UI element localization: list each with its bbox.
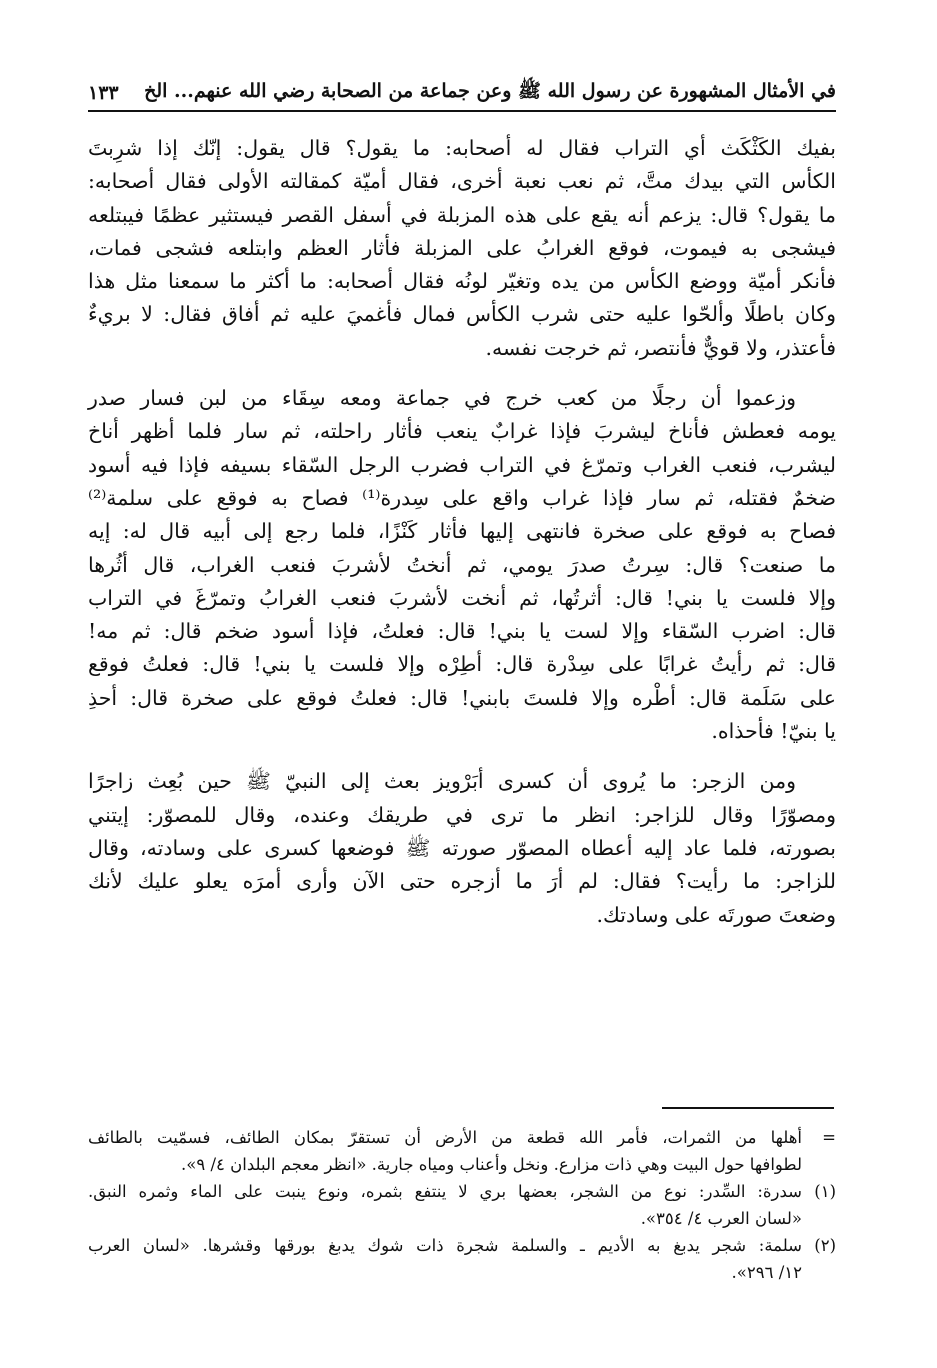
text-line: للزاجر: ما رأيت؟ فقال: لم أرَ ما أزجره حتى الآن وأرى أمرَه يعلو عليك لأنك [88, 869, 836, 894]
text-line: بفيك الكَثْكَث أي التراب فقال له أصحابه: ما يقول؟ قال يقول: إنّك إذا شرِبتَ [88, 136, 836, 160]
paragraph [88, 382, 836, 748]
footnote-divider [662, 1107, 834, 1109]
text-line: ومصوّرًا وقال للزاجر: انظر ما ترى في طريقك وعنده، وقال للمصوّر: إيتني [88, 802, 836, 827]
text-line: ليشرب، فنعب الغراب وتمرّغ في التراب فضرب الرجل السّقاء بسيفه فإذا فيه أسود [88, 452, 836, 477]
footnote-line: «لسان العرب ٤/ ٣٥٤». [640, 1209, 802, 1228]
footnotes [88, 1124, 836, 1286]
text-line: يومه فعطش فأناخ ليشربَ فإذا غرابٌ ينعب فأثار راحلته، ثم سار فلما أظهر أناخ [88, 419, 836, 444]
footnote [88, 1178, 836, 1232]
header-title: في الأمثال المشهورة عن رسول الله ﷺ وعن جماعة من الصحابة رضي الله عنهم... الخ [144, 80, 836, 102]
text-line: فأنكر أميّة ووضع الكأس من يده وتغيّر لونُه فقال أصحابه: ما أكثر ما سمعنا مثل هذا [88, 269, 836, 294]
footnote-line: لطوافها حول البيت وهي ذات مزارع. ونخل وأعناب ومياه جارية. «انظر معجم البلدان ٤/ ٩». [181, 1155, 802, 1174]
text-line: فصاح به فوقع على صخرة فانتهى إليها فأثار كَنْزًا، فلما رجع إلى أبيه قال له: إيه [88, 519, 836, 544]
text-line: وإلا فلست يا بني! قال: أثرتُها، ثم أنخت لأشربَ فنعب الغرابُ وتمرّغَ في التراب [88, 585, 836, 610]
paragraph [88, 765, 836, 931]
text-line: يا بنيّ! فأحذاه. [711, 719, 836, 744]
footnote-line: أهلها من الثمرات، فأمر الله قطعة من الأرض أن تستقرّ بمكان الطائف، فسمّيت بالطائف [88, 1128, 802, 1147]
text-line: الكأس التي بيدك متَّ، ثم نعب نعبة أخرى، فقال أميّة كمقالته الأولى فقال أصحابه: [88, 169, 836, 194]
footnote-mark: (٢) [814, 1236, 836, 1255]
footnote-line: سلمة: شجر يدبغ به الأديم ـ والسلمة شجرة ذات شوك يدبغ بورقها وقشرها. «لسان العرب [88, 1236, 802, 1255]
footnote-line: ١٢/ ٢٩٦». [731, 1263, 802, 1282]
footnote-line: سدرة: السِّدر: نوع من الشجر، بعضها بري لا ينتفع بثمره، ونوع ينبت على الماء وثمره النبق. [88, 1182, 802, 1201]
text-line: وضعتَ صورتَه على وسادتك. [596, 902, 836, 927]
footnote [88, 1124, 836, 1178]
text-line: فيشجى به فيموت، فوقع الغرابُ على المزبلة فأثار العظم وابتلعه فشجى فمات، [88, 235, 836, 260]
text-line: فأعتذر، ولا قويٌّ فأنتصر، ثم خرجت نفسه. [485, 335, 836, 360]
text-line: ما صنعت؟ قال: سِرتُ صدرَ يومي، ثم أنختُ لأشربَ فنعب الغراب، قال أثُرها [88, 552, 836, 577]
text-line: وكان باطلًا وألحّوا عليه حتى شرب الكأس فمال فأغميَ عليه ثم أفاق فقال: لا بريءٌ [88, 302, 836, 327]
footnote-mark: = [822, 1128, 836, 1147]
text-line: بصورته، فلما عاد إليه أعطاه المصوّر صورته ﷺ فوضعها كسرى على وسادته، وقال [88, 835, 836, 860]
text-line: وزعموا أن رجلًا من كعب خرج في جماعة ومعه سِقَاء من لبن فسار صدر [88, 386, 796, 411]
page-number: ١٣٣ [88, 82, 119, 104]
running-header [88, 76, 836, 112]
text-line: ومن الزجر: ما يُروى أن كسرى أبَرْويز بعث إلى النبيّ ﷺ حين بُعِث زاجرًا [88, 769, 796, 794]
paragraph [88, 132, 836, 365]
footnote-mark: (١) [814, 1182, 836, 1201]
text-line: قال: ثم رأيتُ غرابًا على سِدْرة قال: أطِرْه وإلا فلست يا بني! قال: فعلتُ فوقع [88, 652, 836, 677]
text-line: ضخمٌ فقتله، ثم سار فإذا غراب واقع على سِدرة⁽¹⁾ فصاح به فوقع على سلمة⁽²⁾ [88, 485, 836, 510]
text-line: قال: اضرب السّقاء وإلا لست يا بني! قال: فعلتُ، فإذا أسود ضخم قال: ثم مه! [88, 619, 836, 644]
footnote [88, 1232, 836, 1286]
main-text [88, 132, 836, 949]
text-line: على سَلَمة قال: أطْره وإلا فلستَ بابني! قال: فعلتُ فوقع على صخرة قال: أحذِ [88, 685, 836, 710]
text-line: ما يقول؟ قال: يزعم أنه يقع على هذه المزبلة في أسفل القصر فيستثير عظمًا فيبتلعه [88, 202, 836, 227]
